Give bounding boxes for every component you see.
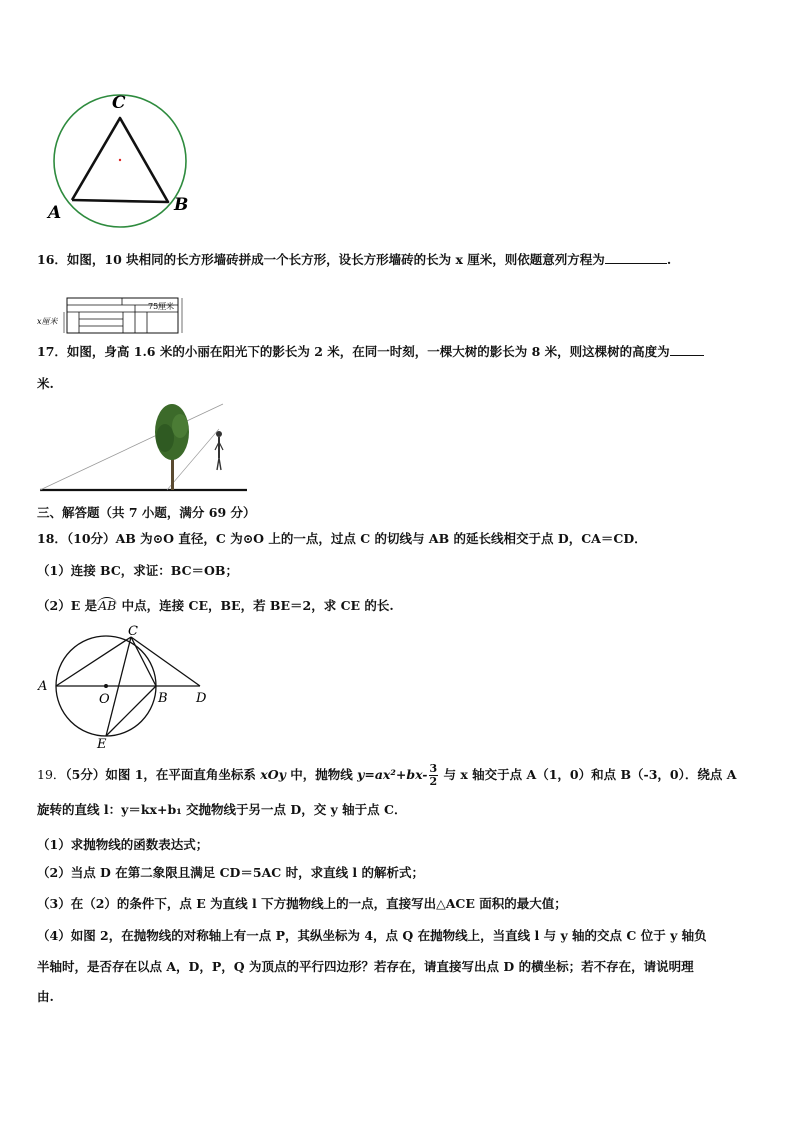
q19-line1-c: 与 x 轴交于点 A（1，0）和点 B（-3，0）．绕点 A	[439, 767, 737, 782]
label-e: E	[97, 737, 107, 752]
circle-triangle-figure	[40, 88, 200, 228]
q19-line2: 旋转的直线 l：y＝kx+b₁ 交抛物线于另一点 D，交 y 轴于点 C．	[37, 802, 407, 817]
brick-wall-figure	[37, 296, 197, 336]
x-cm-label: x厘米	[37, 317, 58, 326]
line-ca	[56, 637, 131, 686]
q19-line1-a: 如图 1，在平面直角坐标系	[105, 767, 261, 782]
label-b: B	[158, 691, 168, 706]
q19-part4-line1: （4）如图 2，在抛物线的对称轴上有一点 P，其纵坐标为 4，点 Q 在抛物线上，当直线 l 与 y 轴的交点 C 位于 y 轴负	[37, 928, 707, 943]
center-dot	[119, 159, 121, 161]
q19-number: 19．	[37, 767, 66, 782]
q18-number: 18．	[37, 531, 67, 546]
fraction-denominator: 2	[429, 775, 438, 788]
q17-end: 米.	[37, 376, 54, 391]
line-cd	[131, 637, 200, 686]
q19-part4-line3: 由.	[37, 989, 54, 1004]
label-c: C	[128, 624, 138, 639]
q18-part2	[37, 597, 394, 615]
q19-xoy: xOy	[260, 767, 286, 782]
q19-fraction	[429, 763, 439, 788]
q17-answer-blank[interactable]	[670, 342, 704, 356]
q16-answer-blank[interactable]	[605, 250, 667, 264]
label-b: B	[174, 195, 189, 215]
arc-ab: AB	[98, 598, 117, 613]
q19-part1: （1）求抛物线的函数表达式；	[37, 837, 209, 852]
circle-tangent-figure	[35, 622, 215, 752]
q17-body: 如图，身高 1.6 米的小丽在阳光下的影长为 2 米，在同一时刻，一棵大树的影长为 8 米，则这棵树的高度为	[66, 344, 670, 359]
fraction-numerator: 3	[429, 762, 438, 775]
75cm-label: 75厘米	[148, 302, 175, 311]
q18-text	[37, 530, 647, 548]
q19-part4-line2: 半轴时，是否存在以点 A，D，P，Q 为顶点的平行四边形？若存在，请直接写出点 D 的横坐标；若不存在，请说明理	[37, 959, 694, 974]
line-be	[106, 686, 156, 736]
q18-part1: （1）连接 BC，求证：BC＝OB；	[37, 563, 238, 578]
center-o	[104, 684, 108, 688]
q18-part2-b: 中点，连接 CE，BE，若 BE＝2，求 CE 的长.	[117, 598, 394, 613]
q17-text	[37, 342, 704, 361]
q18-body: AB 为⊙O 直径，C 为⊙O 上的一点，过点 C 的切线与 AB 的延长线相交于点 D，CA＝CD．	[115, 531, 647, 546]
q19-part3: （3）在（2）的条件下，点 E 为直线 l 下方抛物线上的一点，直接写出△ACE 面积的最大值；	[37, 896, 567, 911]
label-a: A	[38, 679, 48, 694]
q19-part2: （2）当点 D 在第二象限且满足 CD＝5AC 时，求直线 l 的解析式；	[37, 865, 425, 880]
person-head	[216, 431, 222, 437]
section-title: 三、解答题（共 7 小题，满分 69 分）	[37, 505, 256, 520]
tree-shadow-figure	[37, 402, 249, 498]
label-d: D	[196, 691, 207, 706]
q16-body: 如图，10 块相同的长方形墙砖拼成一个长方形，设长方形墙砖的长为 x 厘米，则依题意列方程为	[66, 252, 605, 267]
q19-line1	[37, 763, 736, 788]
q16-number: 16．	[37, 252, 67, 267]
q18-score: （10分）	[66, 531, 116, 546]
q19-score: （5分）	[65, 767, 106, 782]
q18-part2-a: （2）E 是	[37, 598, 98, 613]
label-c: C	[112, 93, 126, 113]
label-a: A	[48, 203, 62, 223]
q19-line1-b: 中，抛物线	[285, 767, 358, 782]
q16-end: .	[666, 252, 672, 267]
line-cb	[131, 637, 156, 686]
label-o: O	[99, 692, 110, 707]
q17-number: 17．	[37, 344, 67, 359]
q16-text	[37, 250, 671, 269]
q19-equation: y=ax²+bx-	[357, 767, 428, 782]
